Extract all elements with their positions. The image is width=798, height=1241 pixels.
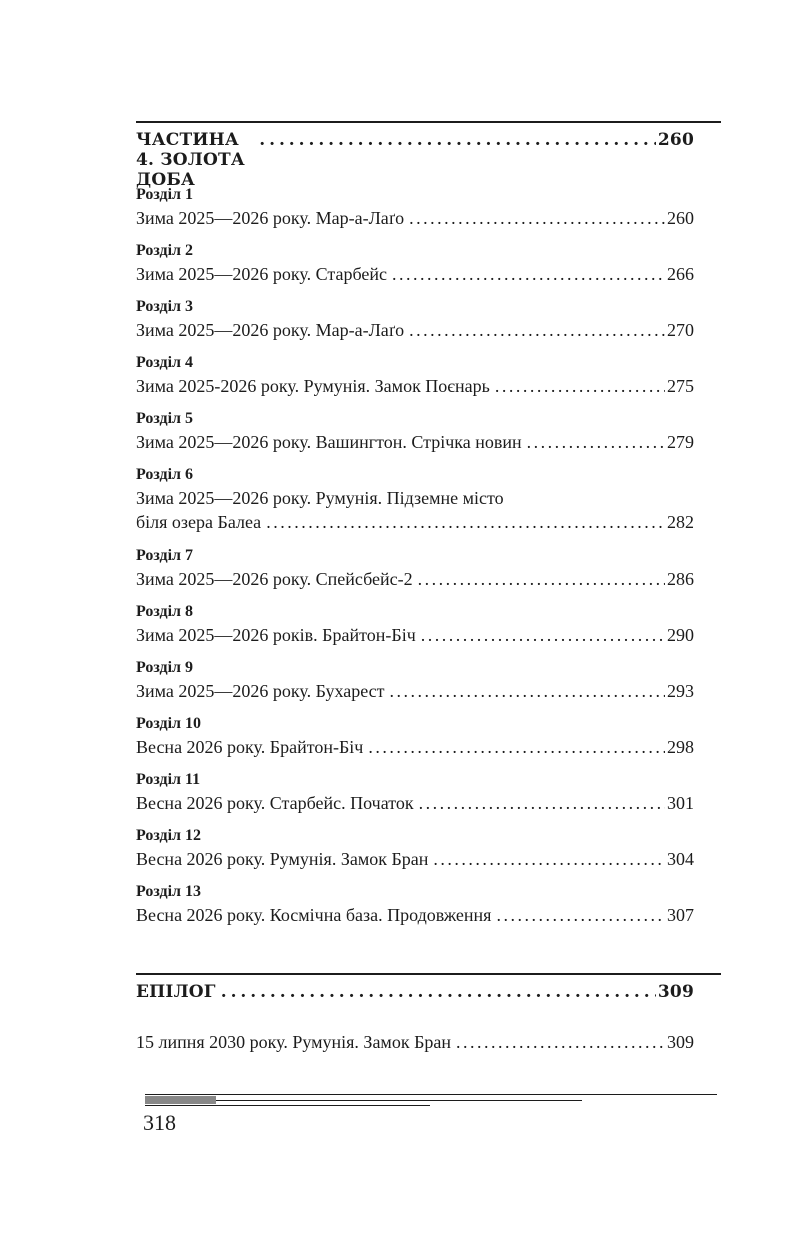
epilogue-top-rule	[136, 973, 721, 975]
toc-section-11	[136, 769, 696, 815]
section-page: 275	[667, 376, 694, 396]
leader-dots	[390, 679, 665, 703]
section-label: Розділ 7	[136, 547, 194, 564]
section-entry	[136, 679, 694, 703]
section-entry	[136, 510, 694, 534]
section-title: Зима 2025—2026 року. Бухарест	[136, 681, 385, 701]
section-page: 270	[667, 320, 694, 340]
leader-dots	[495, 374, 665, 398]
leader-dots	[421, 623, 665, 647]
section-title: Весна 2026 року. Брайтон-Біч	[136, 737, 364, 757]
section-page: 290	[667, 625, 694, 645]
section-label: Розділ 10	[136, 715, 202, 732]
toc-section-2	[136, 240, 696, 286]
section-entry	[136, 206, 694, 230]
section-entry	[136, 903, 694, 927]
section-page: 307	[667, 905, 694, 925]
section-label: Розділ 2	[136, 242, 194, 259]
epilogue-entry-page: 309	[667, 1032, 694, 1052]
toc-section-3	[136, 296, 696, 342]
section-title: біля озера Балеа	[136, 512, 262, 532]
section-page: 286	[667, 569, 694, 589]
toc-section-6	[136, 464, 696, 534]
leader-dots	[221, 982, 656, 1002]
section-title: Зима 2025—2026 років. Брайтон-Біч	[136, 625, 416, 645]
section-page: 282	[667, 512, 694, 532]
footer-grey-bar	[145, 1096, 216, 1104]
section-entry	[136, 791, 694, 815]
footer-line-mid	[216, 1100, 582, 1101]
section-page: 266	[667, 264, 694, 284]
leader-dots	[392, 262, 665, 286]
toc-section-10	[136, 713, 696, 759]
epilogue-entry	[136, 1030, 694, 1054]
leader-dots	[266, 510, 665, 534]
section-entry	[136, 262, 694, 286]
toc-section-8	[136, 601, 696, 647]
leader-dots	[496, 903, 665, 927]
part-heading	[136, 130, 694, 190]
leader-dots	[409, 318, 665, 342]
toc-section-1	[136, 184, 696, 230]
section-label: Розділ 5	[136, 410, 194, 427]
epilogue-page: 309	[657, 982, 694, 1002]
section-label: Розділ 11	[136, 771, 201, 788]
leader-dots	[368, 735, 665, 759]
section-entry	[136, 567, 694, 591]
section-title: Зима 2025—2026 року. Мар-а-Лаґо	[136, 320, 405, 340]
section-entry	[136, 318, 694, 342]
leader-dots	[409, 206, 665, 230]
section-label: Розділ 6	[136, 466, 194, 483]
section-page: 279	[667, 432, 694, 452]
toc-section-13	[136, 881, 696, 927]
leader-dots	[527, 430, 665, 454]
epilogue-entry-title: 15 липня 2030 року. Румунія. Замок Бран	[136, 1032, 452, 1052]
leader-dots	[418, 567, 665, 591]
section-label: Розділ 13	[136, 883, 202, 900]
toc-section-5	[136, 408, 696, 454]
section-label: Розділ 12	[136, 827, 202, 844]
footer-decoration	[145, 1093, 717, 1109]
section-title: Весна 2026 року. Румунія. Замок Бран	[136, 849, 429, 869]
epilogue-heading	[136, 982, 694, 1002]
section-entry	[136, 374, 694, 398]
section-title: Весна 2026 року. Старбейс. Початок	[136, 793, 414, 813]
toc-section-9	[136, 657, 696, 703]
section-title: Зима 2025—2026 року. Вашингтон. Стрічка новин	[136, 432, 522, 452]
toc-section-7	[136, 545, 696, 591]
section-title: Весна 2026 року. Космічна база. Продовження	[136, 905, 492, 925]
section-label: Розділ 3	[136, 298, 194, 315]
toc-section-12	[136, 825, 696, 871]
footer-line-short	[145, 1105, 430, 1106]
toc-section-4	[136, 352, 696, 398]
section-entry	[136, 735, 694, 759]
section-page: 301	[667, 793, 694, 813]
section-page: 298	[667, 737, 694, 757]
leader-dots	[259, 130, 656, 150]
section-page: 293	[667, 681, 694, 701]
section-title: Зима 2025—2026 року. Мар-а-Лаґо	[136, 208, 405, 228]
section-title: Зима 2025—2026 року. Старбейс	[136, 264, 387, 284]
section-label: Розділ 9	[136, 659, 194, 676]
page-number: 318	[143, 1110, 176, 1135]
part-top-rule	[136, 121, 721, 123]
section-label: Розділ 8	[136, 603, 194, 620]
section-label: Розділ 4	[136, 354, 194, 371]
leader-dots	[433, 847, 665, 871]
section-entry	[136, 623, 694, 647]
section-page: 260	[667, 208, 694, 228]
footer-line-long	[145, 1094, 717, 1095]
part-title: ЧАСТИНА 4. ЗОЛОТА ДОБА	[136, 130, 245, 190]
section-title-line: Зима 2025—2026 року. Румунія. Підземне місто	[136, 488, 504, 508]
section-entry	[136, 847, 694, 871]
leader-dots	[419, 791, 665, 815]
section-label: Розділ 1	[136, 186, 194, 203]
part-page: 260	[657, 130, 694, 150]
section-title: Зима 2025—2026 року. Спейсбейс-2	[136, 569, 413, 589]
section-entry	[136, 430, 694, 454]
epilogue-title: ЕПІЛОГ	[136, 982, 216, 1002]
section-page: 304	[667, 849, 694, 869]
leader-dots	[456, 1030, 665, 1054]
section-title: Зима 2025-2026 року. Румунія. Замок Поєнарь	[136, 376, 490, 396]
